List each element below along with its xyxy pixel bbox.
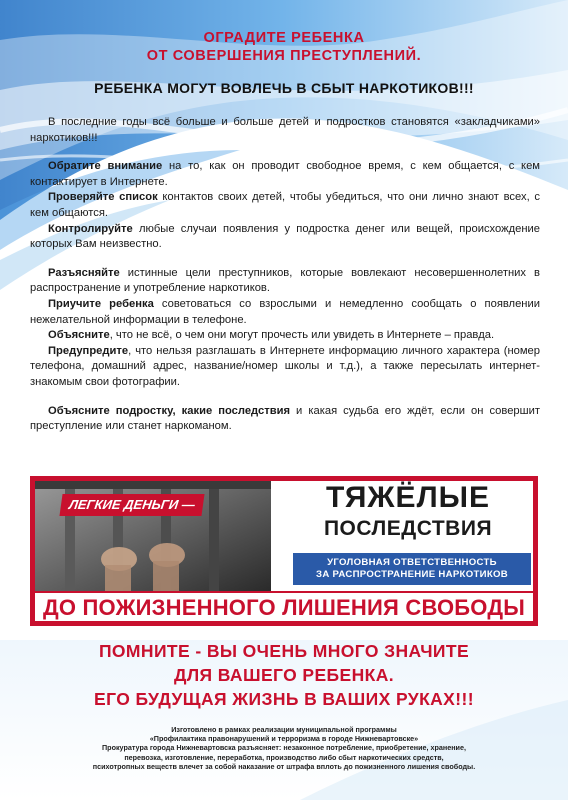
text-explain-truth: , что не всё, о чем они могут прочесть или увидеть в Интернете – правда. xyxy=(109,329,495,342)
footer-line-4: перевозка, изготовление, переработка, производство либо сбыт наркотических средств, xyxy=(124,752,444,762)
liability-line-2: ЗА РАСПРОСТРАНЕНИЕ НАРКОТИКОВ xyxy=(316,569,508,580)
lead-check-contacts: Проверяйте список xyxy=(48,191,158,204)
header-line-1: ОГРАДИТЕ РЕБЕНКА xyxy=(203,30,365,46)
liability-line-1: УГОЛОВНАЯ ОТВЕТСТВЕННОСТЬ xyxy=(327,557,497,568)
paragraph-control xyxy=(30,222,540,253)
paragraph-warn xyxy=(30,344,540,391)
footer-line-5: психотропных веществ влечет за собой наказание от штрафа вплоть до пожизненного лишения свободы. xyxy=(92,761,476,771)
paragraph-consequences xyxy=(30,404,540,435)
heavy-title-line-1: ТЯЖЁЛЫЕ xyxy=(325,481,491,514)
heavy-title-line-2: ПОСЛЕДСТВИЯ xyxy=(323,517,493,540)
footer-line-1: Изготовлено в рамках реализации муниципальной программы xyxy=(171,725,397,734)
footer xyxy=(40,725,528,771)
text-teach: советоваться со взрослыми и немедленно сообщать о появлении нежелательной информации в телефоне. xyxy=(30,297,540,326)
paragraph-attention xyxy=(30,159,540,190)
warning-banner xyxy=(30,476,538,626)
text-warn: , что нельзя разглашать в Интернете информацию личного характера (номер телефона, домашний адрес, название/номер школы и т.д.), а также пересылать интернет-знакомым свои фотографии. xyxy=(30,344,540,388)
paragraph-explain-truth xyxy=(30,328,540,344)
life-imprisonment-line: ДО ПОЖИЗНЕННОГО ЛИШЕНИЯ СВОБОДЫ xyxy=(35,591,533,623)
header-line-2: ОТ СОВЕРШЕНИЯ ПРЕСТУПЛЕНИЙ. xyxy=(146,48,422,64)
paragraph-intro: В последние годы всё больше и больше детей и подростков становятся «закладчиками» наркотиков!!! xyxy=(30,116,540,144)
remember-line-1: ПОМНИТЕ - ВЫ ОЧЕНЬ МНОГО ЗНАЧИТЕ xyxy=(98,641,470,661)
footer-line-3: Прокуратура города Нижневартовска разъясняет: незаконное потребление, приобретение, хранение, xyxy=(102,743,466,753)
liability-box xyxy=(293,553,531,585)
paragraph-check-contacts xyxy=(30,190,540,221)
lead-explain-goals: Разъясняйте xyxy=(48,266,120,279)
remember-line-3: ЕГО БУДУЩАЯ ЖИЗНЬ В ВАШИХ РУКАХ!!! xyxy=(94,689,474,709)
lead-attention: Обратите внимание xyxy=(48,160,163,173)
easy-money-tag: ЛЕГКИЕ ДЕНЬГИ — xyxy=(59,494,204,516)
header-line-3: РЕБЕНКА МОГУТ ВОВЛЕЧЬ В СБЫТ НАРКОТИКОВ!!! xyxy=(94,80,474,96)
lead-explain-truth: Объясните xyxy=(48,329,110,342)
text-check-contacts: контактов своих детей, чтобы убедиться, что они лично знают всех, с кем общаются. xyxy=(30,191,540,219)
lead-control: Контролируйте xyxy=(48,222,133,235)
body-text xyxy=(30,115,540,435)
text-explain-goals: истинные цели преступников, которые вовлекают несовершеннолетних в распространение и употребление наркотиков. xyxy=(30,266,540,295)
paragraph-explain-goals xyxy=(30,266,540,297)
lead-warn: Предупредите xyxy=(48,344,129,357)
text-control: любые случаи появления у подростка денег или вещей, происхождение которых Вам неизвестно. xyxy=(30,222,540,251)
text-attention: на то, как он проводит свободное время, с кем общается, с кем контактирует в Интернете. xyxy=(30,160,540,188)
lead-consequences: Объясните подростку, какие последствия xyxy=(48,404,290,417)
footer-line-2: «Профилактика правонарушений и терроризма в городе Нижневартовске» xyxy=(149,734,419,744)
text-consequences: и какая судьба его ждёт, если он совершит преступление или станет наркоманом. xyxy=(30,404,540,433)
remember-line-2: ДЛЯ ВАШЕГО РЕБЕНКА. xyxy=(173,665,395,685)
lead-teach: Приучите ребенка xyxy=(48,297,154,310)
paragraph-teach xyxy=(30,297,540,328)
